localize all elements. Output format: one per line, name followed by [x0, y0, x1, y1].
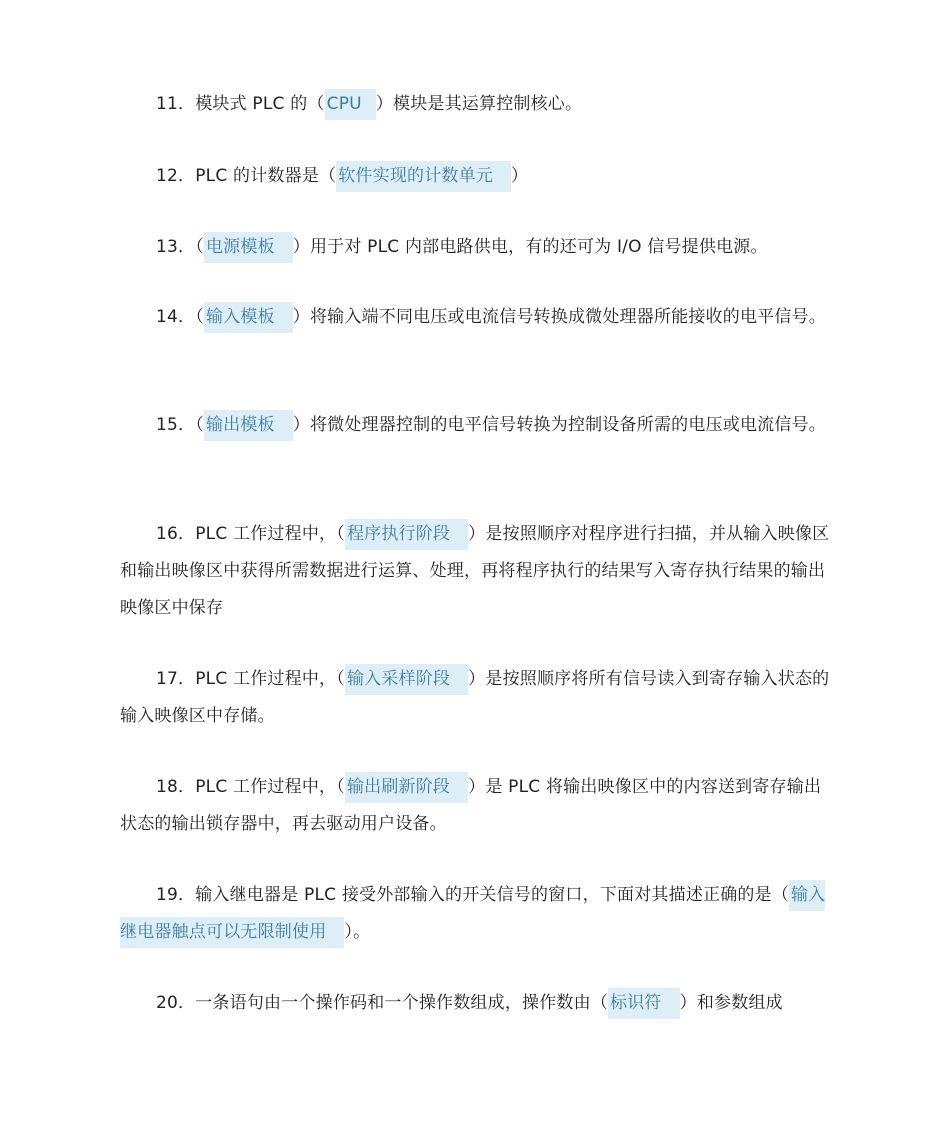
answer-highlight: 软件实现的计数单元 [336, 161, 511, 192]
question-11 [120, 86, 832, 123]
question-text: ）。 [344, 922, 371, 942]
question-text: ）是按照顺序对程序进行扫描，并从输入映像区和输出映像区中获得所需数据进行运算、处理，再将程序执行的结果写入寄存执行结果的输出映像区中保存 [120, 524, 830, 618]
question-text: ）是按照顺序将所有信号读入到寄存输入状态的输入映像区中存储。 [120, 669, 830, 726]
question-text: ）模块是其运算控制核心。 [375, 94, 583, 114]
question-text: 12．PLC 的计数器是（ [156, 166, 337, 186]
question-text: ）用于对 PLC 内部电路供电，有的还可为 I/O 信号提供电源。 [292, 237, 768, 257]
question-text: ）将微处理器控制的电平信号转换为控制设备所需的电压或电流信号。 [292, 415, 826, 435]
answer-highlight: 程序执行阶段 [345, 519, 468, 550]
question-text: 18．PLC 工作过程中，（ [156, 777, 345, 797]
answer-highlight: CPU [325, 89, 376, 120]
answer-highlight: 输入继电器触点可以无限制使用 [120, 880, 825, 948]
answer-highlight: 输入模板 [204, 302, 293, 333]
question-14 [120, 299, 832, 336]
question-17 [120, 661, 832, 735]
question-20 [120, 985, 832, 1022]
question-15 [120, 407, 832, 444]
question-text: 17．PLC 工作过程中，（ [156, 669, 345, 689]
question-text: 19．输入继电器是 PLC 接受外部输入的开关信号的窗口，下面对其描述正确的是（ [156, 885, 790, 905]
answer-highlight: 输出模板 [204, 410, 293, 441]
question-text: ） [511, 166, 529, 186]
question-text: ）是 PLC 将输出映像区中的内容送到寄存输出状态的输出锁存器中，再去驱动用户设备。 [120, 777, 822, 834]
question-text: 16．PLC 工作过程中，（ [156, 524, 345, 544]
question-18 [120, 769, 832, 843]
answer-highlight: 输出刷新阶段 [345, 772, 468, 803]
question-text: 15．（ [156, 415, 204, 435]
question-text: 14．（ [156, 307, 204, 327]
question-text: ）和参数组成 [679, 993, 783, 1013]
answer-highlight: 电源模板 [204, 232, 293, 263]
question-text: 13．（ [156, 237, 204, 257]
answer-highlight: 标识符 [608, 988, 680, 1019]
question-text: 20．一条语句由一个操作码和一个操作数组成，操作数由（ [156, 993, 609, 1013]
question-text: 11．模块式 PLC 的（ [156, 94, 325, 114]
question-16 [120, 516, 832, 627]
question-text: ）将输入端不同电压或电流信号转换成微处理器所能接收的电平信号。 [292, 307, 826, 327]
question-12 [120, 158, 832, 195]
question-19 [120, 877, 832, 951]
question-13 [120, 229, 832, 266]
answer-highlight: 输入采样阶段 [345, 664, 468, 695]
